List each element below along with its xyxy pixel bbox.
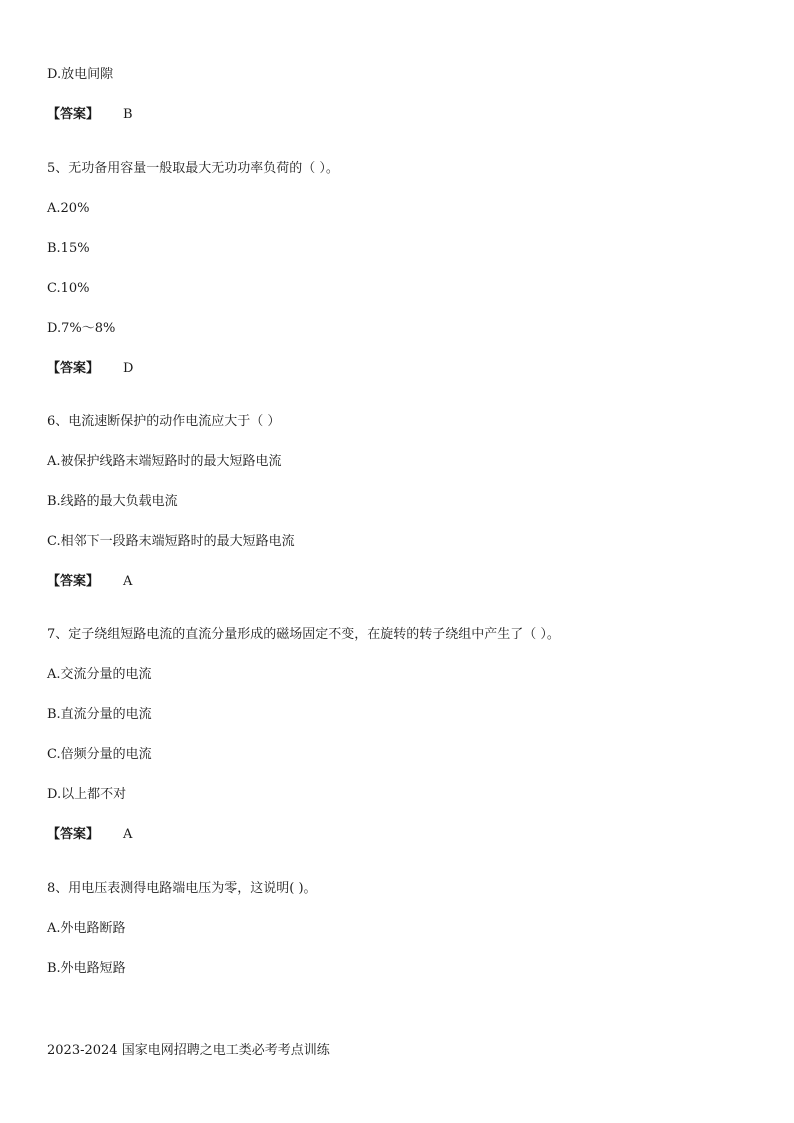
answer-value: D bbox=[123, 361, 134, 376]
option-c: C.相邻下一段路末端短路时的最大短路电流 bbox=[47, 534, 295, 549]
question-5: 5、无功备用容量一般取最大无功功率负荷的（ ）。 bbox=[47, 161, 339, 176]
answer-row bbox=[47, 106, 133, 124]
answer-row bbox=[47, 826, 132, 844]
option-b: B.15% bbox=[47, 241, 90, 256]
answer-row bbox=[47, 573, 132, 591]
answer-value: A bbox=[123, 574, 133, 589]
option-a: A.外电路断路 bbox=[47, 921, 126, 936]
answer-row bbox=[47, 360, 133, 378]
option-a: A.交流分量的电流 bbox=[47, 667, 152, 682]
question-7: 7、定子绕组短路电流的直流分量形成的磁场固定不变，在旋转的转子绕组中产生了（ ）。 bbox=[47, 627, 560, 642]
option-c: C.倍频分量的电流 bbox=[47, 747, 152, 762]
answer-label: 【答案】 bbox=[47, 361, 100, 376]
option-d: D.放电间隙 bbox=[47, 67, 114, 82]
option-a: A.被保护线路末端短路时的最大短路电流 bbox=[47, 454, 282, 469]
answer-label: 【答案】 bbox=[47, 827, 100, 842]
answer-label: 【答案】 bbox=[47, 107, 100, 122]
question-8: 8、用电压表测得电路端电压为零，这说明( )。 bbox=[47, 881, 317, 896]
page-footer: 2023-2024 国家电网招聘之电工类必考考点训练 bbox=[47, 1043, 330, 1058]
option-b: B.外电路短路 bbox=[47, 961, 126, 976]
option-d: D.7%～8% bbox=[47, 321, 116, 336]
answer-label: 【答案】 bbox=[47, 574, 100, 589]
option-c: C.10% bbox=[47, 281, 90, 296]
option-b: B.直流分量的电流 bbox=[47, 707, 152, 722]
answer-value: B bbox=[123, 107, 133, 122]
answer-value: A bbox=[123, 827, 133, 842]
option-a: A.20% bbox=[47, 201, 90, 216]
option-b: B.线路的最大负载电流 bbox=[47, 494, 178, 509]
option-d: D.以上都不对 bbox=[47, 787, 127, 802]
question-6: 6、电流速断保护的动作电流应大于（ ） bbox=[47, 414, 281, 429]
